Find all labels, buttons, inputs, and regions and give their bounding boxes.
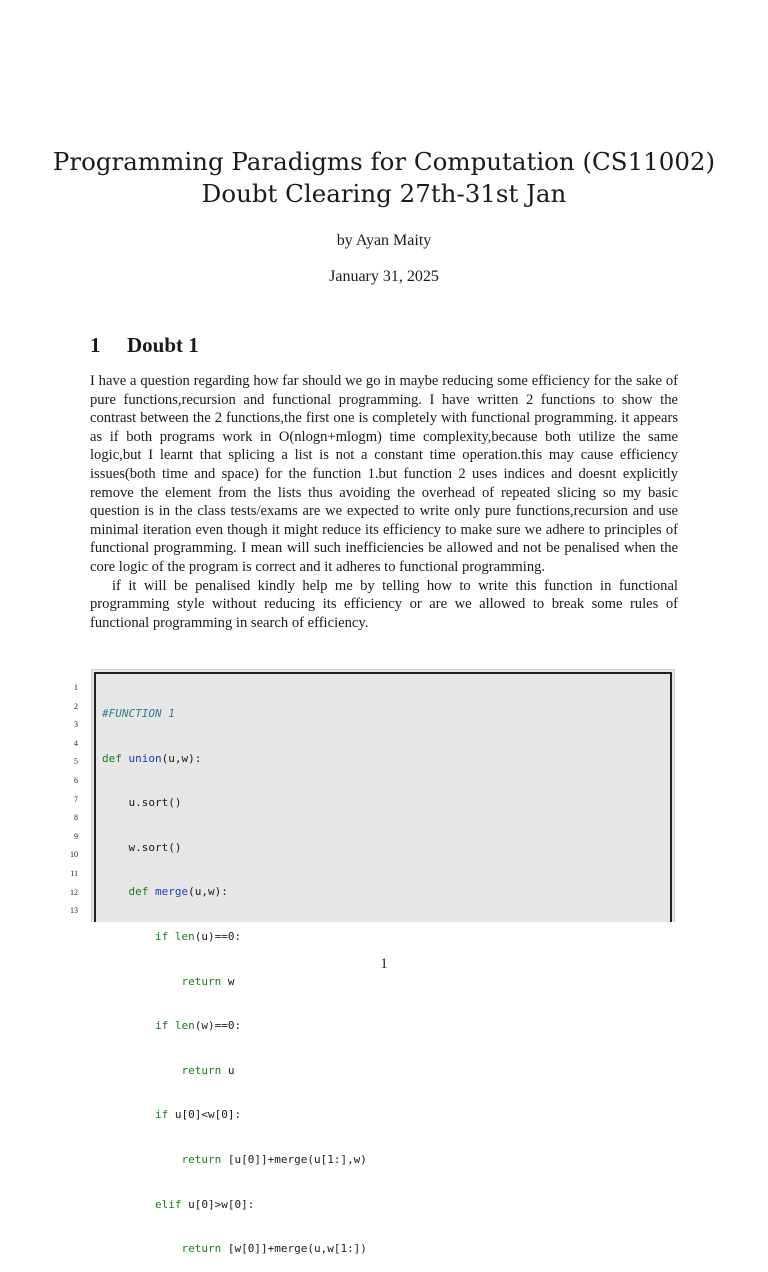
body-text [90,372,678,632]
document-title [0,146,768,210]
section-title: Doubt 1 [127,333,199,357]
code-line: return w [181,974,235,988]
code-line: return [w[0]]+merge(u,w[1:]) [181,1242,367,1256]
date: January 31, 2025 [329,268,439,285]
code-line-numbers [50,679,78,921]
line-number: 9 [74,831,78,841]
line-number: 12 [70,887,78,897]
code-line: if len(u)==0: [154,929,242,943]
paragraph: if it will be penalised kindly help me by telling how to write this function in functional programming style without reducing its efficiency or are we allowed to break some rules of functional programming in search of efficiency. [90,577,678,631]
line-number: 4 [74,738,78,748]
code-line: def union(u,w): [102,751,202,765]
line-number: 7 [74,794,78,804]
code-line: if len(w)==0: [154,1019,242,1033]
code-line: elif u[0]>w[0]: [154,1197,255,1211]
title-line-2: Doubt Clearing 27th-31st Jan [201,179,567,208]
line-number: 3 [74,720,78,730]
code-line: return u [181,1063,235,1077]
line-number: 13 [70,906,78,916]
line-number: 8 [74,813,78,823]
paragraph: I have a question regarding how far should we go in maybe reducing some efficiency for the sake of pure functions,recursion and functional programming. I have written 2 functions to show the contrast between the 2 functions,the first one is completely with functional programming. it appears as if both programs work in O(nlogn+mlogm) time complexity,because both utilize the same logic,but I learnt that splicing a list is not a constant time operation.this may cause efficiency issues(both time and space) for the function 1.but function 2 uses indices and doesnt explicitly remove the element from the lists thus avoiding the overhead of repeated slicing so my basic question is in the class tests/exams are we expected to write only pure functions,recursion and use minimal iteration even though it might reduce its efficiency to make sure we adhere to principles of functional programming. I mean will such inefficiencies be allowed and not be penalised when the core logic of the program is correct and it adheres to functional programming. [90,373,678,575]
line-number: 6 [74,775,78,785]
page-number: 1 [380,956,388,972]
code-line: #FUNCTION 1 [102,707,175,720]
line-number: 11 [70,868,78,878]
section-number: 1 [90,333,101,357]
line-number: 1 [74,683,78,692]
code-line: w.sort() [102,840,182,854]
line-number: 10 [70,850,78,860]
code-line: u.sort() [102,796,182,810]
section-heading [90,333,199,358]
code-listing [102,679,367,1272]
author: by Ayan Maity [336,232,432,249]
title-line-1: Programming Paradigms for Computation (CS11002) [52,147,716,176]
code-line: def merge(u,w): [128,885,228,899]
line-number: 2 [74,701,78,711]
line-number: 5 [74,757,78,767]
code-line: return [u[0]]+merge(u[1:],w) [181,1152,367,1166]
code-line: if u[0]<w[0]: [154,1108,242,1122]
